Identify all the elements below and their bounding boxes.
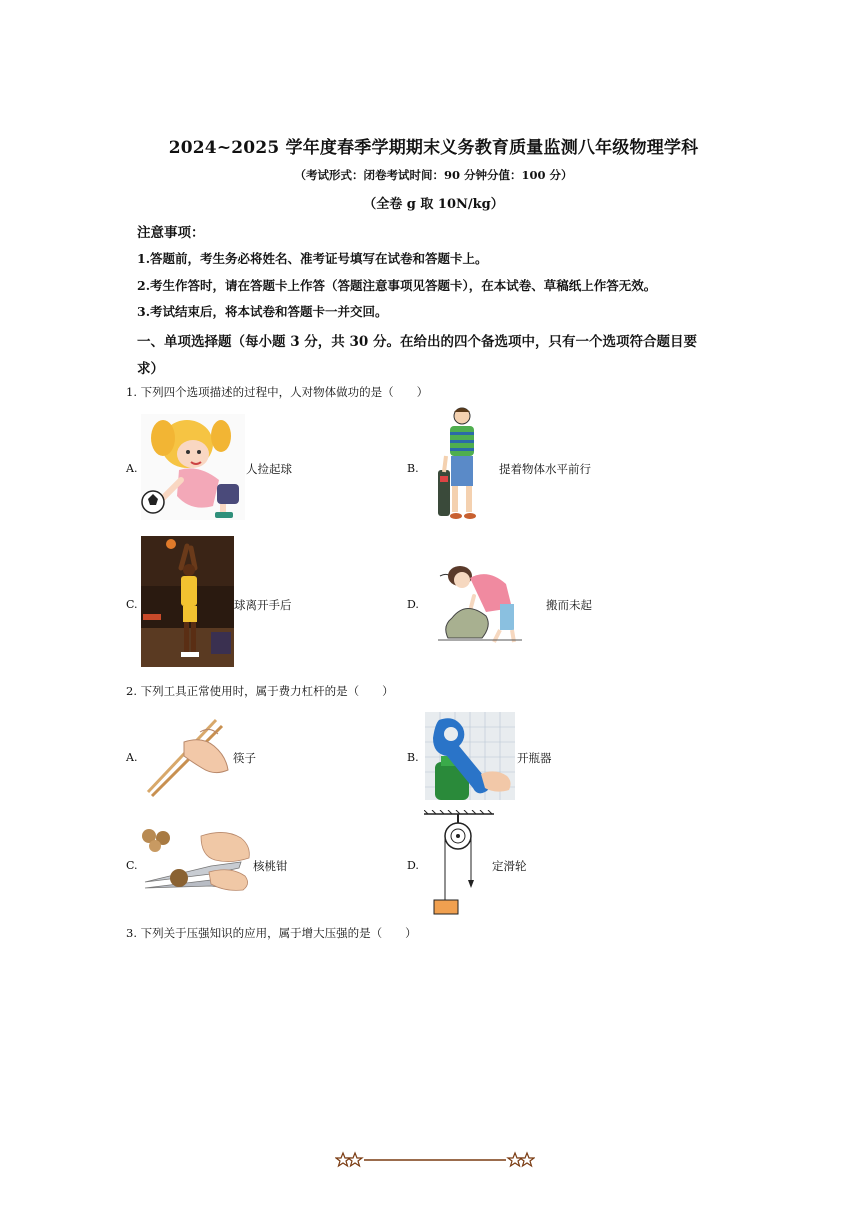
question-stem-3: 3. 下列关于压强知识的应用，属于增大压强的是（ ） [126, 926, 417, 940]
option-letter: B. [407, 751, 419, 764]
option-text: 核桃钳 [253, 859, 288, 873]
exam-title: 2024~2025 学年度春季学期期末义务教育质量监测八年级物理学科 [168, 138, 699, 158]
footer-ornament [335, 1150, 535, 1170]
notes-heading: 注意事项： [137, 225, 205, 241]
option-letter: A. [126, 462, 138, 475]
option-text: 开瓶器 [517, 751, 552, 765]
note-item: 3.考试结束后，将本试卷和答题卡一并交回。 [137, 304, 388, 319]
option-text: 筷子 [233, 751, 256, 765]
nutcracker-image [141, 826, 252, 898]
man-carrying-bag-image [436, 406, 486, 528]
person-lifting-rock-image [430, 556, 526, 646]
option-text: 人捡起球 [246, 462, 292, 476]
option-text: 定滑轮 [492, 859, 527, 873]
option-letter: C. [126, 598, 138, 611]
basketball-shot-image [141, 536, 234, 667]
exam-info: （考试形式：闭卷考试时间：90 分钟分值：100 分） [294, 168, 573, 182]
option-letter: A. [126, 751, 138, 764]
note-item: 1.答题前，考生务必将姓名、准考证号填写在试卷和答题卡上。 [137, 251, 488, 266]
option-letter: D. [407, 859, 419, 872]
option-letter: C. [126, 859, 138, 872]
g-note: （全卷 g 取 10N/kg） [363, 197, 504, 212]
option-letter: D. [407, 598, 419, 611]
girl-picking-ball-image [141, 414, 245, 520]
option-letter: B. [407, 462, 419, 475]
option-text: 搬而未起 [546, 598, 592, 612]
option-text: 球离开手后 [234, 598, 292, 612]
option-text: 提着物体水平前行 [499, 462, 591, 476]
question-stem-1: 1. 下列四个选项描述的过程中，人对物体做功的是（ ） [126, 385, 429, 399]
fixed-pulley-diagram [424, 810, 494, 918]
bottle-opener-image [425, 712, 515, 800]
question-stem-2: 2. 下列工具正常使用时，属于费力杠杆的是（ ） [126, 684, 394, 698]
chopsticks-image [144, 712, 232, 798]
section-heading: 一、单项选择题（每小题 3 分，共 30 分。在给出的四个备选项中，只有一个选项符合题目要求） [137, 334, 697, 377]
note-item: 2.考生作答时，请在答题卡上作答（答题注意事项见答题卡），在本试卷、草稿纸上作答无效。 [137, 278, 657, 293]
